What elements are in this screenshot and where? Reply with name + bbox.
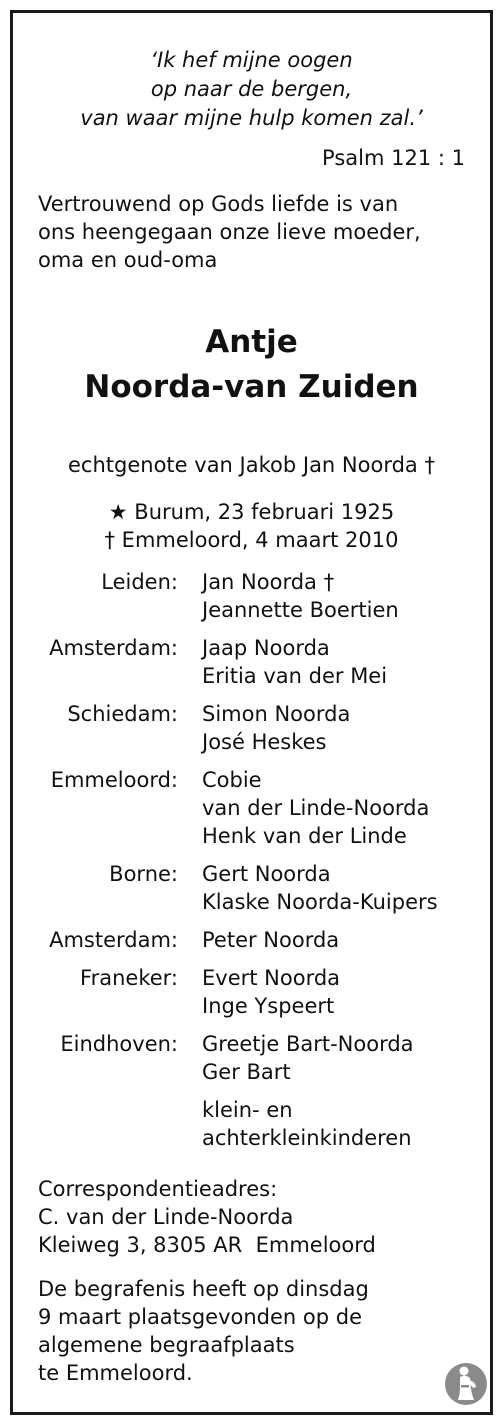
family-member-name: Ger Bart [202, 1060, 291, 1084]
family-member-name: Inge Yspeert [202, 994, 335, 1018]
intro-line: ons heengegaan onze lieve moeder, [38, 220, 421, 244]
birth-line: ★ Burum, 23 februari 1925 [108, 500, 395, 524]
funeral-line: te Emmeloord. [38, 1361, 193, 1385]
family-member-name: Evert Noorda [202, 966, 341, 990]
family-names [202, 766, 429, 850]
family-member-name: José Heskes [202, 730, 327, 754]
family-names [202, 860, 438, 916]
quote-source: Psalm 121 : 1 [322, 146, 465, 170]
family-entry [0, 568, 503, 624]
family-place: Borne: [109, 862, 178, 886]
funeral-notice [38, 1275, 369, 1387]
intro-text [38, 190, 468, 274]
family-entry [0, 1030, 503, 1086]
family-place: Amsterdam: [49, 928, 178, 952]
family-member-name: achterkleinkinderen [202, 1126, 412, 1150]
family-member-name: Jaap Noorda [202, 636, 330, 660]
family-names [202, 964, 340, 1020]
bible-quote [10, 46, 493, 133]
quote-line: ‘Ik hef mijne oogen [150, 48, 353, 72]
family-member-name: van der Linde-Noorda [202, 796, 430, 820]
family-member-name: Henk van der Linde [202, 824, 407, 848]
family-member-name: Klaske Noorda-Kuipers [202, 890, 438, 914]
death-line: † Emmeloord, 4 maart 2010 [104, 528, 399, 552]
deceased-first-name: Antje [205, 324, 298, 360]
family-names [202, 634, 387, 690]
funeral-line: De begrafenis heeft op dinsdag [38, 1277, 369, 1301]
family-entry [0, 766, 503, 850]
family-member-name: Cobie [202, 768, 262, 792]
family-list [0, 568, 503, 1162]
funeral-line: algemene begraafplaats [38, 1333, 295, 1357]
family-member-name: Eritia van der Mei [202, 664, 388, 688]
family-entry [0, 1096, 503, 1152]
family-entry [0, 860, 503, 916]
family-member-name: Greetje Bart-Noorda [202, 1032, 414, 1056]
family-member-name: Jan Noorda † [202, 570, 335, 594]
family-names [202, 568, 399, 624]
family-entry [0, 634, 503, 690]
family-names [202, 700, 350, 756]
spouse-line: echtgenote van Jakob Jan Noorda † [68, 453, 435, 477]
family-names [202, 1096, 412, 1152]
quote-line: van waar mijne hulp komen zal.’ [80, 106, 423, 130]
family-names [202, 1030, 414, 1086]
intro-line: Vertrouwend op Gods liefde is van [38, 192, 399, 216]
family-entry [0, 964, 503, 1020]
correspondence-name: C. van der Linde-Noorda [38, 1205, 294, 1229]
family-names [202, 926, 339, 954]
family-place: Schiedam: [67, 702, 178, 726]
family-place: Amsterdam: [49, 636, 178, 660]
funeral-line: 9 maart plaatsgevonden op de [38, 1305, 363, 1329]
correspondence-street: Kleiweg 3, 8305 AR Emmeloord [38, 1233, 376, 1257]
family-place: Franeker: [80, 966, 178, 990]
family-place [0, 1096, 178, 1152]
family-member-name: Jeannette Boertien [202, 598, 399, 622]
intro-line: oma en oud-oma [38, 248, 218, 272]
correspondence-heading: Correspondentieadres: [38, 1177, 278, 1201]
family-member-name: Peter Noorda [202, 928, 340, 952]
correspondence-address [38, 1175, 376, 1259]
family-member-name: Gert Noorda [202, 862, 331, 886]
deceased-name [10, 320, 493, 410]
family-place: Emmeloord: [50, 768, 178, 792]
mourning-figure-logo-icon [444, 1362, 488, 1406]
family-entry [0, 926, 503, 954]
deceased-surname: Noorda-van Zuiden [84, 369, 419, 405]
family-member-name: Simon Noorda [202, 702, 351, 726]
quote-line: op naar de bergen, [150, 77, 353, 101]
family-place: Leiden: [101, 570, 178, 594]
family-entry [0, 700, 503, 756]
life-dates [10, 498, 493, 554]
family-place: Eindhoven: [60, 1032, 178, 1056]
family-member-name: klein- en [202, 1098, 293, 1122]
